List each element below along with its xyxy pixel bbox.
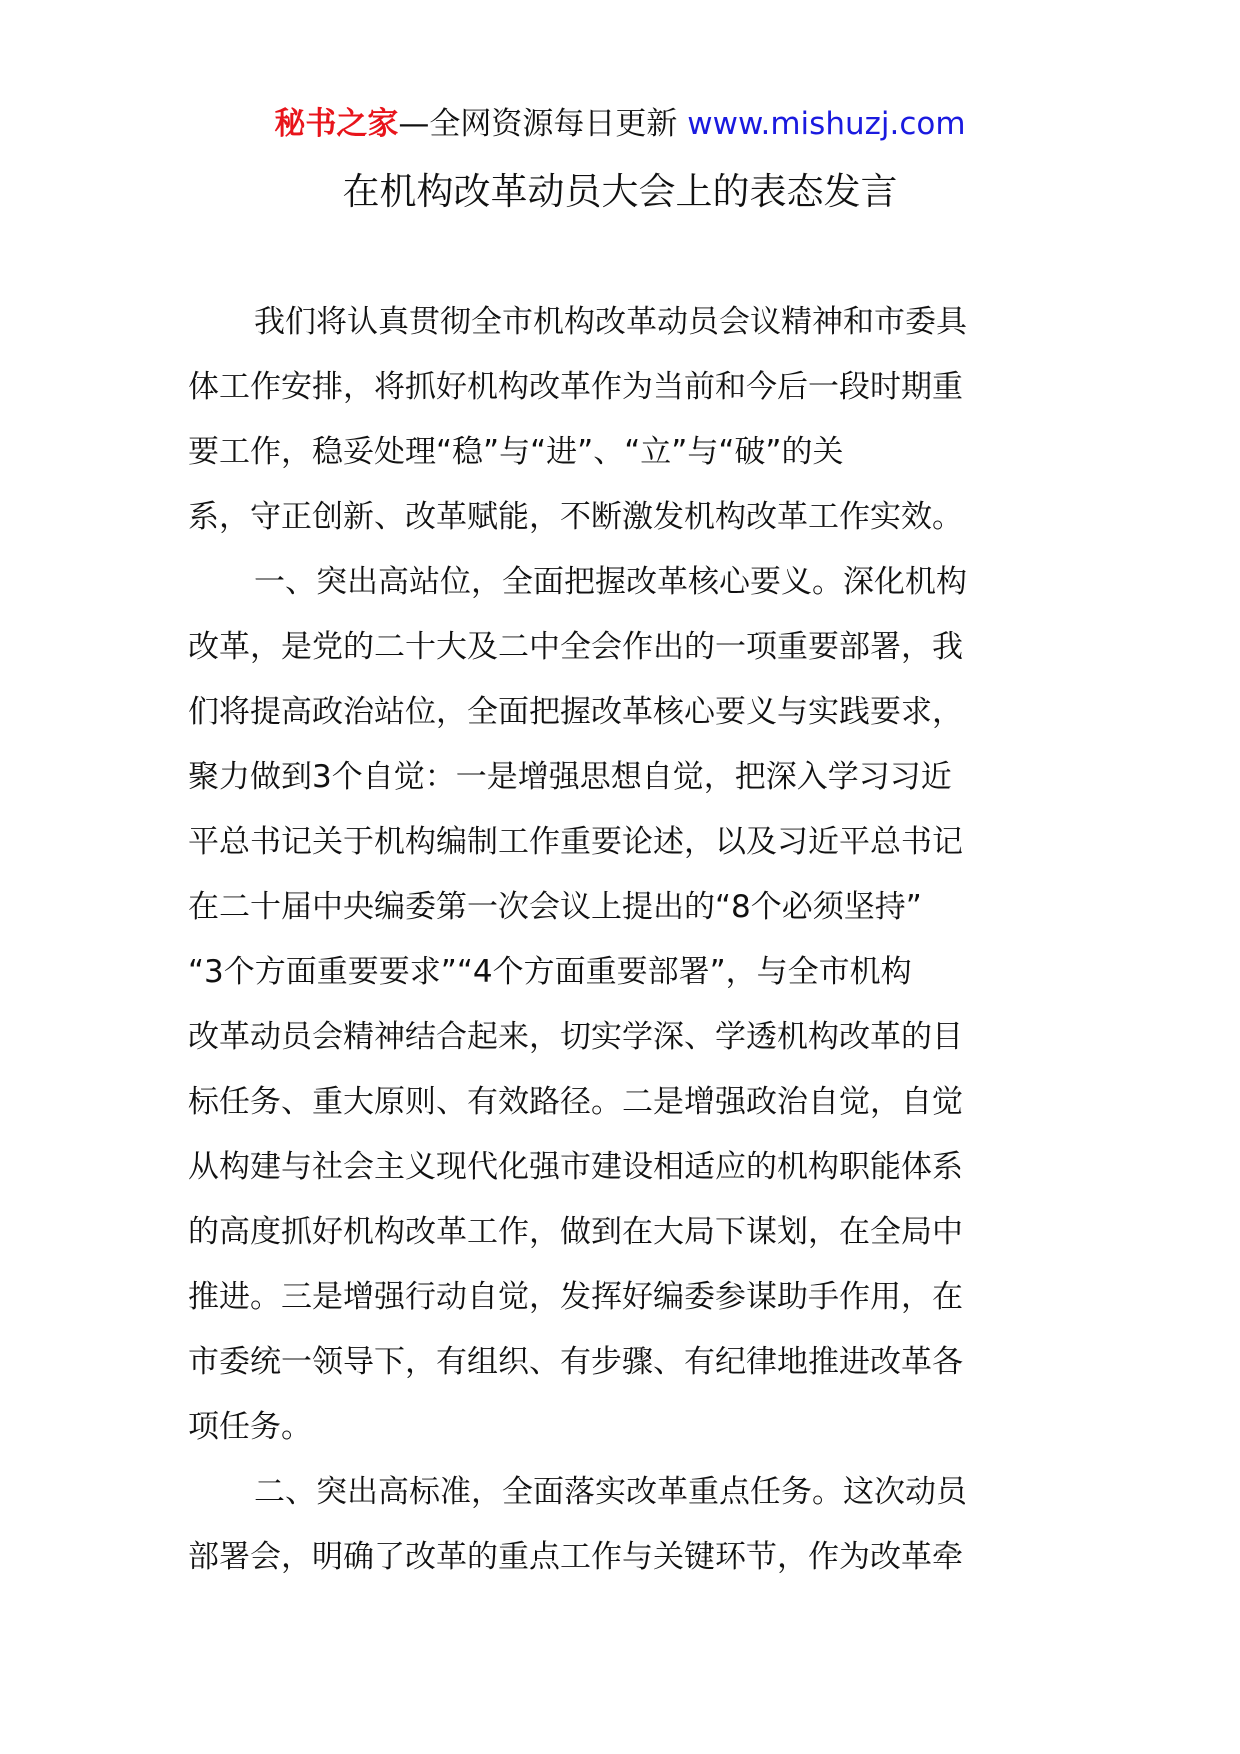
header-tagline: —全网资源每日更新 bbox=[398, 106, 678, 142]
site-header bbox=[0, 102, 1240, 146]
paragraph-line: 标任务、重大原则、有效路径。二是增强政治自觉，自觉 bbox=[188, 1084, 963, 1120]
paragraph-line: 从构建与社会主义现代化强市建设相适应的机构职能体系 bbox=[188, 1149, 963, 1185]
paragraph-line: 聚力做到3个自觉：一是增强思想自觉，把深入学习习近 bbox=[188, 759, 952, 795]
paragraph-line: 部署会，明确了改革的重点工作与关键环节，作为改革牵 bbox=[188, 1539, 963, 1575]
brand-name: 秘书之家 bbox=[274, 106, 399, 142]
paragraph-line: 改革，是党的二十大及二中全会作出的一项重要部署，我 bbox=[188, 629, 963, 665]
paragraph-line: 系，守正创新、改革赋能，不断激发机构改革工作实效。 bbox=[188, 499, 963, 535]
paragraph-line: 改革动员会精神结合起来，切实学深、学透机构改革的目 bbox=[188, 1019, 963, 1055]
section-heading-line: 二、突出高标准，全面落实改革重点任务。这次动员 bbox=[254, 1474, 967, 1510]
paragraph-line: 的高度抓好机构改革工作，做到在大局下谋划，在全局中 bbox=[188, 1214, 963, 1250]
section-heading-line: 一、突出高站位，全面把握改革核心要义。深化机构 bbox=[254, 564, 967, 600]
paragraph-line: 在二十届中央编委第一次会议上提出的“8个必须坚持” bbox=[188, 889, 922, 925]
paragraph-line: 们将提高政治站位，全面把握改革核心要义与实践要求， bbox=[188, 694, 963, 730]
paragraph-line: 项任务。 bbox=[188, 1409, 312, 1445]
website-link[interactable]: www.mishuzj.com bbox=[687, 106, 966, 142]
paragraph-line: 我们将认真贯彻全市机构改革动员会议精神和市委具 bbox=[254, 304, 967, 340]
paragraph-line: 平总书记关于机构编制工作重要论述，以及习近平总书记 bbox=[188, 824, 963, 860]
paragraph-line: “3个方面重要要求”“4个方面重要部署”，与全市机构 bbox=[188, 954, 912, 990]
document-body bbox=[188, 290, 1054, 1590]
paragraph-line: 推进。三是增强行动自觉，发挥好编委参谋助手作用，在 bbox=[188, 1279, 963, 1315]
document-title: 在机构改革动员大会上的表态发言 bbox=[342, 170, 898, 213]
paragraph-line: 要工作，稳妥处理“稳”与“进”、“立”与“破”的关 bbox=[188, 434, 844, 470]
paragraph-line: 市委统一领导下，有组织、有步骤、有纪律地推进改革各 bbox=[188, 1344, 963, 1380]
paragraph-line: 体工作安排，将抓好机构改革作为当前和今后一段时期重 bbox=[188, 369, 963, 405]
